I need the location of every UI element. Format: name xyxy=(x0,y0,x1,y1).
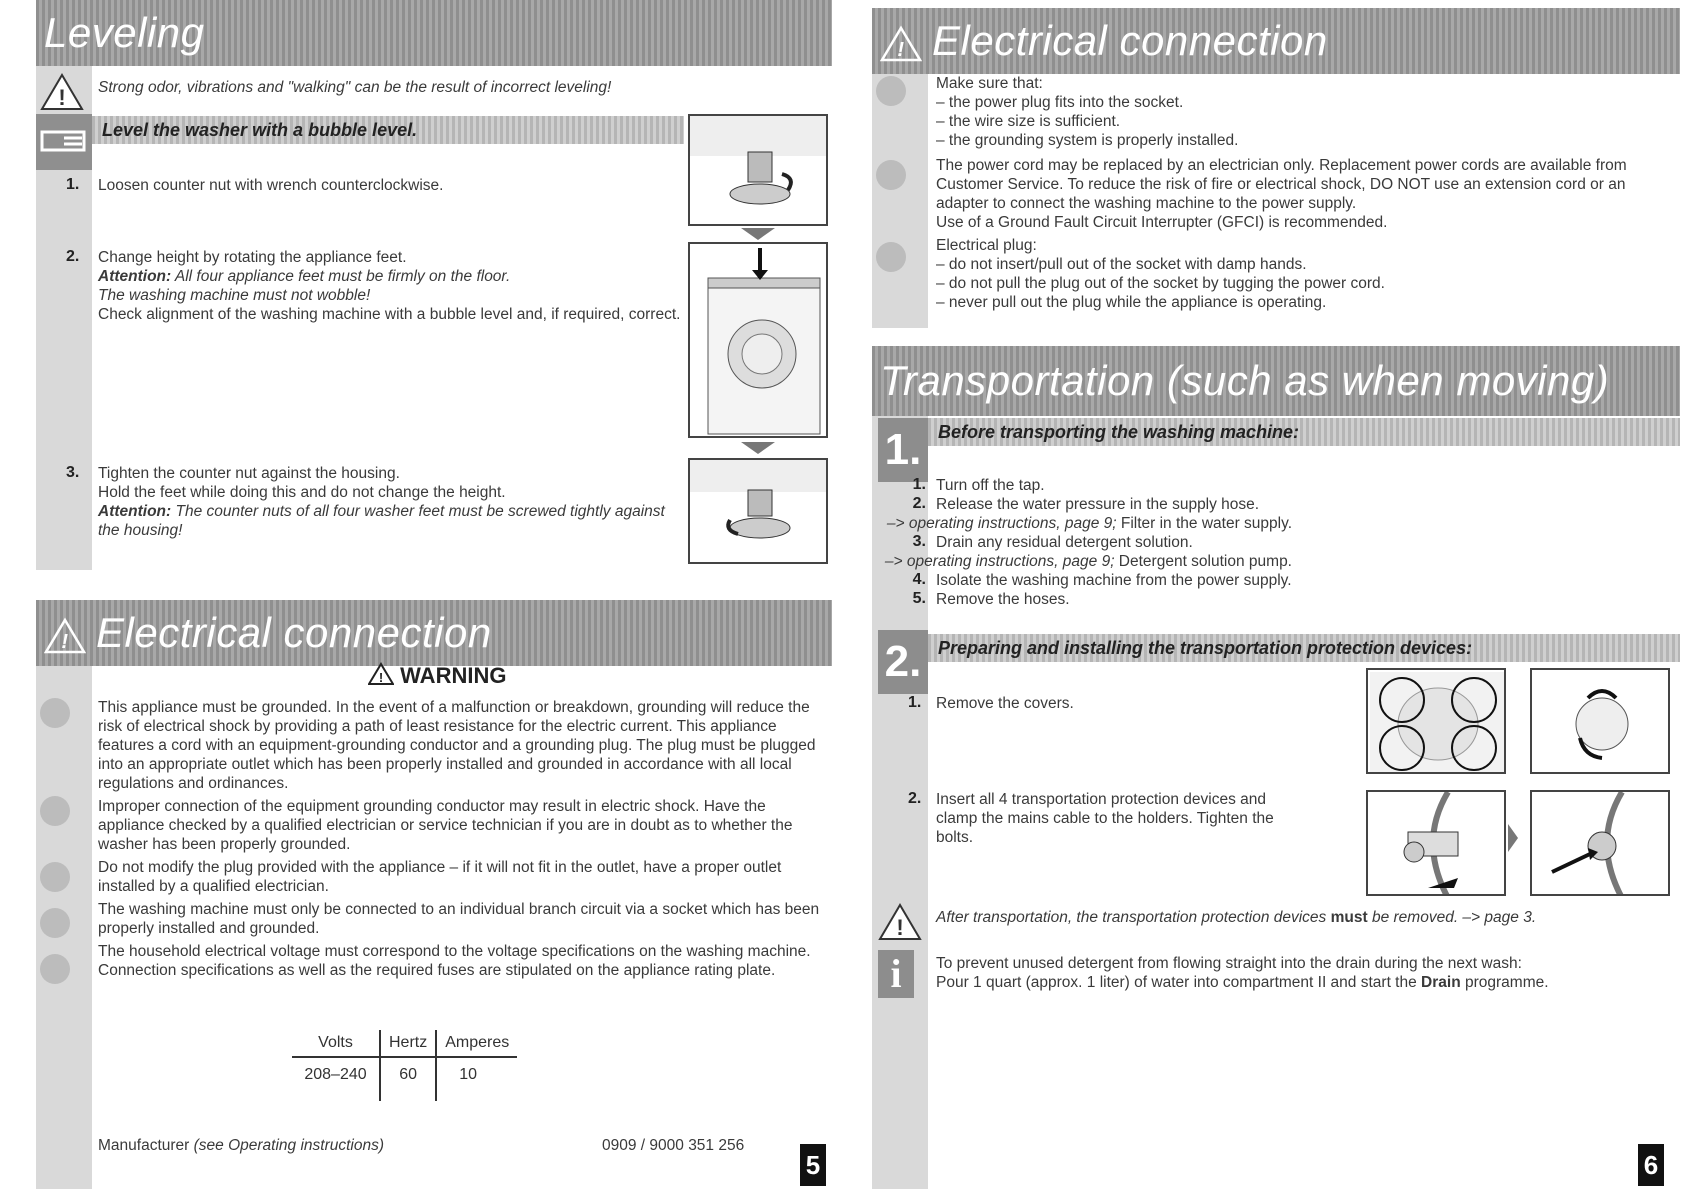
cover-removal-figure xyxy=(1530,668,1670,774)
step-number xyxy=(872,514,887,533)
insert-device-figure xyxy=(1366,790,1506,896)
warning-heading-text: WARNING xyxy=(400,663,507,688)
warning-triangle-icon xyxy=(368,662,394,686)
rivet-bump xyxy=(40,698,70,728)
page-number: 6 xyxy=(1638,1144,1664,1186)
footer-manufacturer: Manufacturer xyxy=(98,1137,190,1154)
electrical-rail-right xyxy=(872,74,928,328)
insert-devices-text: Insert all 4 transportation protection devices and clamp the mains cable to the holders. Tighten the bolts. xyxy=(936,791,1274,846)
info-line: programme. xyxy=(1460,974,1549,991)
step-text: Remove the hoses. xyxy=(936,591,1070,608)
info-line: Pour 1 quart (approx. 1 liter) of water into compartment II and start the xyxy=(936,974,1422,991)
leveling-title-text: Leveling xyxy=(44,9,205,56)
electrical-title-text: Electrical connection xyxy=(932,17,1328,64)
step-number: 1. xyxy=(908,694,922,711)
svg-text:!: ! xyxy=(61,630,69,653)
svg-text:!: ! xyxy=(897,38,905,61)
step-text: Turn off the tap. xyxy=(936,477,1045,494)
connection-note: Connection specifications as well as the required fuses are stipulated on the appliance rating plate. xyxy=(98,962,776,979)
after-note-bold: must xyxy=(1330,909,1368,926)
table-row xyxy=(292,1057,517,1101)
paragraph: Do not modify the plug provided with the appliance – if it will not fit in the outlet, have a proper outlet installed by a qualified electrician. xyxy=(98,859,782,895)
leveling-warning: Strong odor, vibrations and "walking" can be the result of incorrect leveling! xyxy=(98,79,612,96)
step-2-text xyxy=(98,248,688,324)
check-item: – the power plug fits into the socket. xyxy=(936,94,1184,111)
section-2-title: Preparing and installing the transportation protection devices: xyxy=(928,634,1680,662)
warning-triangle-icon xyxy=(44,617,86,655)
electrical-paragraphs xyxy=(98,698,826,980)
list-item xyxy=(872,552,1292,571)
warning-heading xyxy=(368,662,506,689)
tighten-nut-figure xyxy=(688,458,828,564)
leveling-subtitle: Level the washer with a bubble level. xyxy=(92,116,684,144)
step-3-line: Hold the feet while doing this and do not change the height. xyxy=(98,484,506,501)
section-number: 1. xyxy=(878,418,928,482)
step-number: 2. xyxy=(908,790,922,807)
step-number: 3. xyxy=(66,464,80,481)
step-text: Isolate the washing machine from the power supply. xyxy=(936,572,1292,589)
paragraph: The washing machine must only be connected to an individual branch circuit via a socket which has been properly installed and grounded. xyxy=(98,901,820,937)
rivet-bump xyxy=(876,160,906,190)
clamp-cable-figure xyxy=(1530,790,1670,896)
rivet-bump xyxy=(40,862,70,892)
page-number: 5 xyxy=(800,1144,826,1186)
step-text: Drain any residual detergent solution. xyxy=(936,534,1193,551)
step-2-line: Change height by rotating the appliance feet. xyxy=(98,249,407,266)
rivet-bump xyxy=(40,908,70,938)
step-2-italic: The washing machine must not wobble! xyxy=(98,287,371,304)
list-item xyxy=(872,571,1292,590)
info-bold: Drain xyxy=(1421,974,1461,991)
svg-text:!: ! xyxy=(58,85,66,110)
paragraph: This appliance must be grounded. In the event of a malfunction or breakdown, grounding will reduce the risk of electrical shock by providing a path of least resistance for the electric current. This appliance features a cord with an equipment-grounding conductor and a grounding plug. The plug must be plugged into an appropriate outlet which has been properly installed and grounded in accordance with all local regulations and ordinances. xyxy=(98,699,816,792)
rivet-bump xyxy=(40,954,70,984)
warning-triangle-icon xyxy=(878,902,922,942)
attention-label: Attention: xyxy=(98,503,172,520)
electrical-title-left xyxy=(36,600,832,666)
list-item xyxy=(872,590,1292,609)
paragraph: Improper connection of the equipment grounding conductor may result in electric shock. Have the appliance checked by a qualified electrician or service technician if you are in doubt as to whether the washer has been properly grounded. xyxy=(98,798,793,853)
footer-code: 0909 / 9000 351 256 xyxy=(602,1137,745,1154)
rivet-bump xyxy=(876,242,906,272)
info-line: To prevent unused detergent from flowing straight into the drain during the next wash: xyxy=(936,955,1522,972)
attention-label: Attention: xyxy=(98,268,172,285)
step-text: Detergent solution pump. xyxy=(1114,553,1292,570)
table-cell: 60 xyxy=(380,1057,436,1101)
info-icon: i xyxy=(878,950,914,998)
info-text xyxy=(936,954,1676,992)
after-note-text: be removed. –> page 3. xyxy=(1367,909,1537,926)
remove-covers-text: Remove the covers. xyxy=(936,695,1074,712)
list-item xyxy=(872,476,1292,495)
electrical-title-right xyxy=(872,8,1680,74)
warning-triangle-icon xyxy=(40,72,84,112)
step-number: 2. xyxy=(912,495,926,512)
transport-title: Transportation (such as when moving) xyxy=(872,346,1680,416)
step-number: 1. xyxy=(912,476,926,493)
svg-text:!: ! xyxy=(378,670,384,685)
plug-heading: Electrical plug: xyxy=(936,237,1037,254)
arrow-down-icon xyxy=(741,228,775,240)
plug-item: – never pull out the plug while the appliance is operating. xyxy=(936,294,1327,311)
plug-item: – do not pull the plug out of the socket by tugging the power cord. xyxy=(936,275,1385,292)
left-page xyxy=(0,0,840,1189)
power-cord-text: The power cord may be replaced by an electrician only. Replacement power cords are available from Customer Service. To reduce the risk of fire or electrical shock, DO NOT use an extension cord or an adapter to connect the washing machine to the power supply. xyxy=(936,157,1627,212)
after-transport-note xyxy=(936,908,1676,927)
section-1-title: Before transporting the washing machine: xyxy=(928,418,1680,446)
arrow-right-icon xyxy=(1508,824,1518,852)
step-number xyxy=(872,552,885,571)
plug-item: – do not insert/pull out of the socket with damp hands. xyxy=(936,256,1307,273)
attention-text: All four appliance feet must be firmly on the floor. xyxy=(171,268,511,285)
section-1-steps xyxy=(872,476,1292,609)
warning-triangle-icon xyxy=(880,25,922,63)
rivet-bump xyxy=(40,796,70,826)
check-item: – the grounding system is properly installed. xyxy=(936,132,1239,149)
step-3-line: Tighten the counter nut against the housing. xyxy=(98,465,400,482)
voltage-table xyxy=(292,1030,517,1101)
step-ref: –> operating instructions, page 9; xyxy=(886,515,1117,532)
electrical-rail xyxy=(36,666,92,1189)
make-sure-text: Make sure that: xyxy=(936,75,1043,92)
step-number: 1. xyxy=(66,176,80,193)
table-header: Hertz xyxy=(380,1030,436,1057)
footer-see-instructions: (see Operating instructions) xyxy=(193,1137,385,1154)
step-text: Release the water pressure in the supply hose. xyxy=(936,496,1260,513)
step-number: 3. xyxy=(912,533,926,550)
table-cell: 208–240 xyxy=(304,1066,367,1083)
bubble-level-figure xyxy=(688,242,828,438)
section-number: 2. xyxy=(878,630,928,694)
rivet-bump xyxy=(876,76,906,106)
step-number: 5. xyxy=(912,590,926,607)
electrical-title-text: Electrical connection xyxy=(96,609,492,656)
step-2-line: Check alignment of the washing machine with a bubble level and, if required, correct. xyxy=(98,306,681,323)
leveling-title xyxy=(36,0,832,66)
step-number: 4. xyxy=(912,571,926,588)
table-header: Volts xyxy=(292,1030,380,1057)
arrow-down-icon xyxy=(741,442,775,454)
step-3-text xyxy=(98,464,678,540)
hand-pointer-icon xyxy=(36,114,92,170)
counter-nut-figure xyxy=(688,114,828,226)
table-row xyxy=(292,1030,517,1057)
manufacturer-footer xyxy=(98,1136,384,1155)
step-text: Filter in the water supply. xyxy=(1116,515,1292,532)
table-header: Amperes xyxy=(436,1030,517,1057)
attention-text: The counter nuts of all four washer feet must be screwed tightly against the housing! xyxy=(98,503,665,539)
list-item xyxy=(872,495,1292,514)
table-cell: 10 xyxy=(436,1057,517,1101)
right-page xyxy=(842,0,1683,1189)
step-1-text: Loosen counter nut with wrench counterclockwise. xyxy=(98,177,444,194)
electrical-checks xyxy=(936,74,1674,312)
step-number: 2. xyxy=(66,248,80,265)
list-item xyxy=(872,514,1292,533)
gfci-text: Use of a Ground Fault Circuit Interrupter (GFCI) is recommended. xyxy=(936,214,1388,231)
after-note-text: After transportation, the transportation protection devices xyxy=(936,909,1331,926)
list-item xyxy=(872,533,1292,552)
check-item: – the wire size is sufficient. xyxy=(936,113,1121,130)
paragraph: The household electrical voltage must correspond to the voltage specifications on the washing machine. xyxy=(98,943,811,960)
covers-figure xyxy=(1366,668,1506,774)
step-ref: –> operating instructions, page 9; xyxy=(884,553,1115,570)
svg-text:!: ! xyxy=(896,915,904,940)
